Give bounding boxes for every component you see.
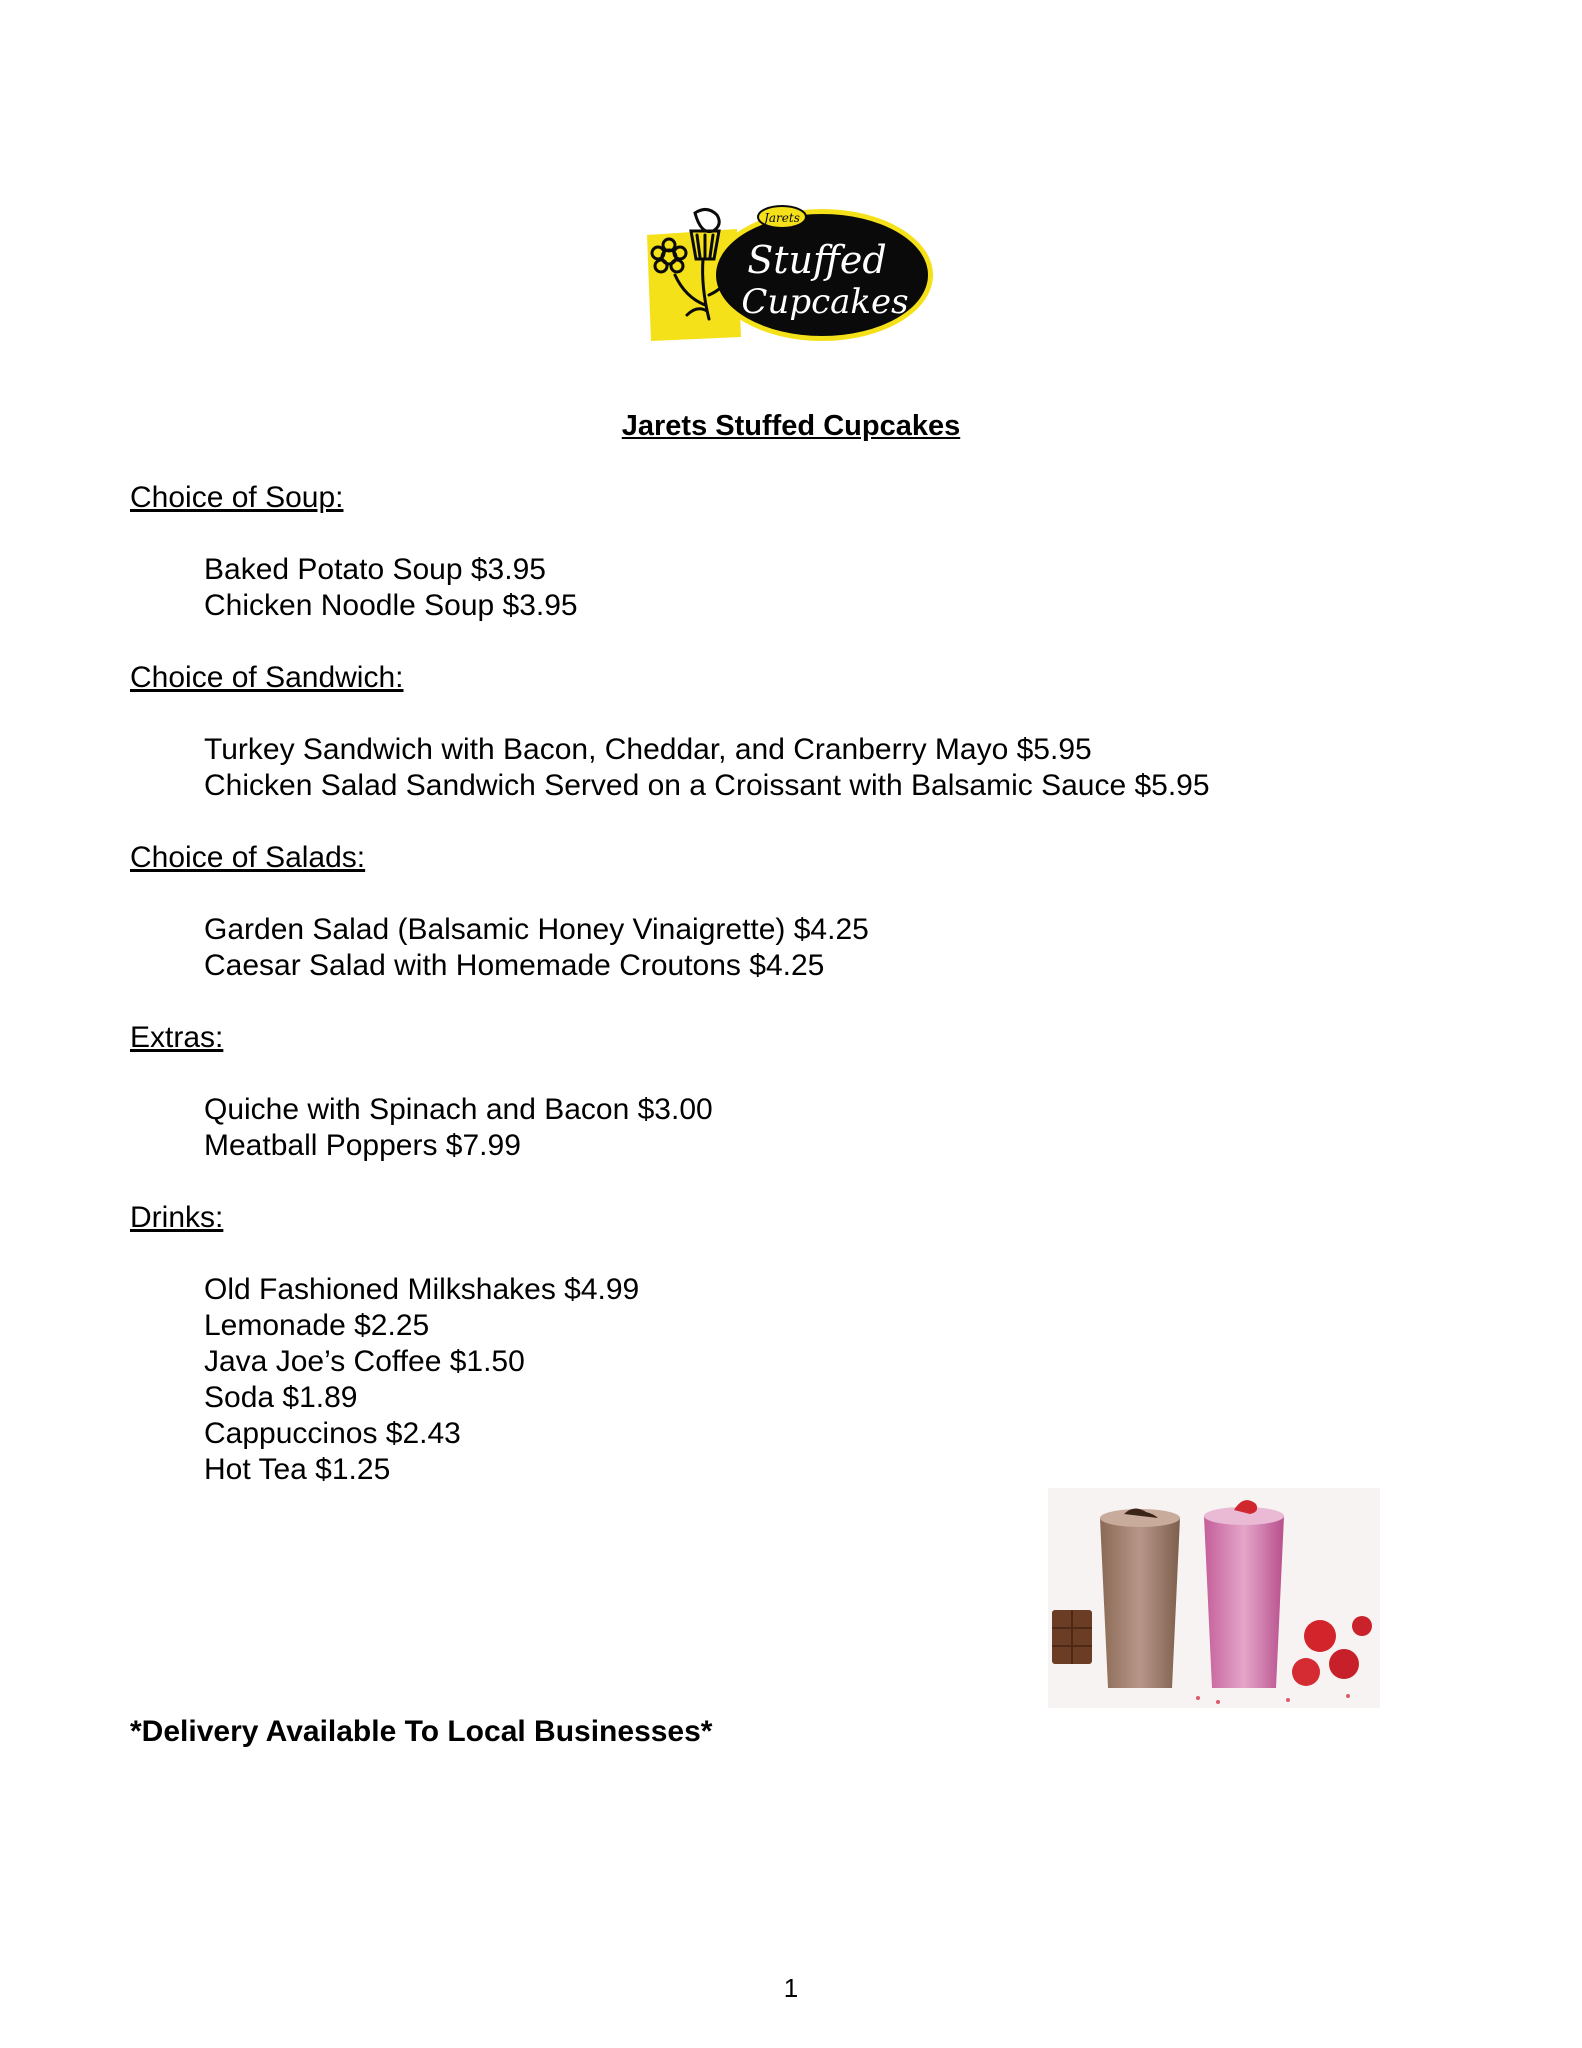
menu-item: Baked Potato Soup $3.95 <box>204 553 546 586</box>
section-heading: Drinks: <box>130 1201 224 1234</box>
section-salads <box>130 840 1430 984</box>
logo-brand-line1: Stuffed <box>747 238 887 282</box>
section-extras <box>130 1020 1430 1164</box>
section-sandwich <box>130 660 1430 804</box>
section-soup <box>130 480 1430 624</box>
page-number: 1 <box>783 1973 799 2003</box>
logo-brand-small: Jarets <box>764 211 800 225</box>
section-drinks <box>130 1200 1430 1488</box>
section-heading: Extras: <box>130 1021 224 1054</box>
item-list <box>204 732 1430 804</box>
page-title: Jarets Stuffed Cupcakes <box>621 410 961 442</box>
item-list <box>204 1272 1430 1488</box>
menu-item: Old Fashioned Milkshakes $4.99 <box>204 1273 640 1306</box>
logo-brand-line2: Cupcakes <box>741 282 909 322</box>
item-list <box>204 1092 1430 1164</box>
menu-item: Turkey Sandwich with Bacon, Cheddar, and Cranberry Mayo $5.95 <box>204 733 1092 766</box>
menu-item: Caesar Salad with Homemade Croutons $4.25 <box>204 949 825 982</box>
menu-list <box>130 480 1430 1524</box>
item-list <box>204 552 1430 624</box>
menu-item: Garden Salad (Balsamic Honey Vinaigrette) $4.25 <box>204 913 869 946</box>
menu-item: Soda $1.89 <box>204 1381 358 1414</box>
brand-logo <box>645 195 935 345</box>
menu-item: Lemonade $2.25 <box>204 1309 430 1342</box>
menu-item: Chicken Salad Sandwich Served on a Croissant with Balsamic Sauce $5.95 <box>204 769 1210 802</box>
menu-item: Chicken Noodle Soup $3.95 <box>204 589 578 622</box>
menu-item: Java Joe’s Coffee $1.50 <box>204 1345 525 1378</box>
menu-item: Cappuccinos $2.43 <box>204 1417 461 1450</box>
menu-item: Quiche with Spinach and Bacon $3.00 <box>204 1093 713 1126</box>
milkshakes-photo <box>1048 1488 1380 1708</box>
menu-item: Hot Tea $1.25 <box>204 1453 391 1486</box>
section-heading: Choice of Salads: <box>130 841 366 874</box>
section-heading: Choice of Soup: <box>130 481 344 514</box>
item-list <box>204 912 1430 984</box>
section-heading: Choice of Sandwich: <box>130 661 404 694</box>
menu-item: Meatball Poppers $7.99 <box>204 1129 521 1162</box>
delivery-note: *Delivery Available To Local Businesses* <box>130 1715 713 1748</box>
